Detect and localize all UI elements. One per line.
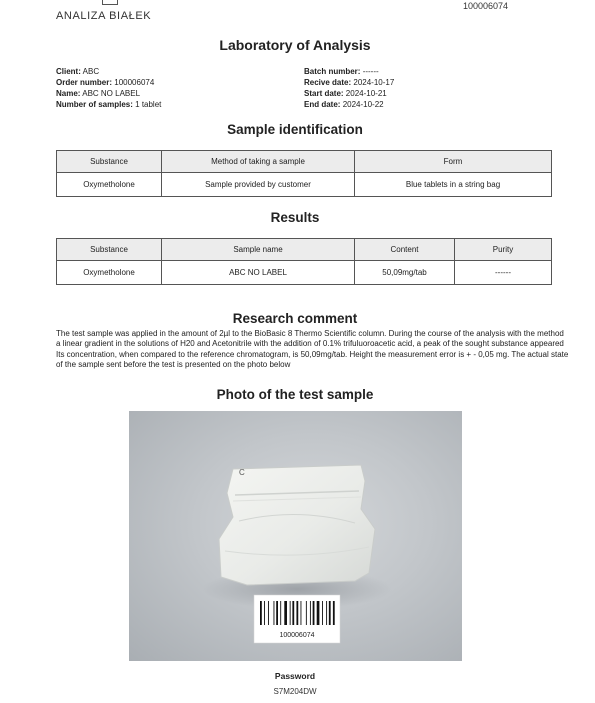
- info-label: Batch number:: [304, 67, 361, 76]
- sample-identification-table: [56, 150, 552, 197]
- info-label: Recive date:: [304, 78, 352, 87]
- barcode-bar: [301, 601, 302, 625]
- barcode-bar: [276, 601, 278, 625]
- column-header: Substance: [57, 151, 162, 173]
- barcode-bar: [310, 601, 311, 625]
- info-label: End date:: [304, 100, 341, 109]
- barcode-bar: [326, 601, 327, 625]
- sample-photo: [129, 411, 462, 661]
- info-value: ------: [362, 67, 379, 76]
- info-value: 1 tablet: [135, 100, 162, 109]
- barcode-bar: [280, 601, 281, 625]
- barcode-bar: [333, 601, 335, 625]
- info-label: Order number:: [56, 78, 113, 87]
- table-cell: ------: [455, 261, 552, 285]
- info-left: [56, 66, 161, 110]
- info-batch-number: [304, 66, 394, 77]
- brand-logo-mark: [102, 0, 118, 5]
- table-header-row: [57, 151, 552, 173]
- brand-name: ANALIZA BIAŁEK: [56, 10, 152, 22]
- column-header: Content: [355, 239, 455, 261]
- table-cell: Sample provided by customer: [162, 173, 355, 197]
- barcode-bar: [268, 601, 269, 625]
- table-cell: Blue tablets in a string bag: [355, 173, 552, 197]
- bag-mark-text: C: [239, 468, 245, 477]
- table-cell: Oxymetholone: [57, 173, 162, 197]
- info-start-date: [304, 88, 394, 99]
- info-right: [304, 66, 394, 110]
- info-end-date: [304, 99, 394, 110]
- barcode-bar: [329, 601, 331, 625]
- info-value: 2024-10-22: [342, 100, 384, 109]
- info-label: Number of samples:: [56, 100, 133, 109]
- info-number-of-samples: [56, 99, 161, 110]
- barcode-bar: [306, 601, 307, 625]
- barcode-bar: [317, 601, 320, 625]
- info-receive-date: [304, 77, 394, 88]
- info-value: ABC NO LABEL: [82, 89, 141, 98]
- column-header: Sample name: [162, 239, 355, 261]
- info-name: [56, 88, 161, 99]
- results-table: [56, 238, 552, 285]
- barcode-bar: [292, 601, 294, 625]
- info-label: Client:: [56, 67, 81, 76]
- sample-identification-heading: Sample identification: [227, 122, 363, 137]
- header-order-number: 100006074: [463, 1, 509, 11]
- info-value: ABC: [82, 67, 100, 76]
- password-value: S7M204DW: [273, 687, 317, 696]
- info-value: 2024-10-17: [353, 78, 395, 87]
- results-heading: Results: [270, 210, 320, 225]
- table-row: [57, 173, 552, 197]
- table-cell: ABC NO LABEL: [162, 261, 355, 285]
- barcode-bar: [313, 601, 315, 625]
- research-comment-text: The test sample was applied in the amount of 2µl to the BioBasic 8 Thermo Scientific column. During the course of the analysis with the method a linear gradient in the solutions of H20 and Acetonitrile with the addition of 0.1% trifuluoroacetic acid, a peak of the sought substance appeared Its concentration, when compared to the reference chromatogram, is 50,09mg/tab. Height the measurement error is + - 0,05 mg. The actual state of the sample sent before the test is presented on the photo below: [56, 329, 569, 370]
- info-value: 100006074: [114, 78, 155, 87]
- password-label: Password: [274, 671, 316, 681]
- photo-heading: Photo of the test sample: [216, 387, 374, 402]
- barcode-bar: [264, 601, 265, 625]
- table-header-row: [57, 239, 552, 261]
- barcode-bar: [296, 601, 298, 625]
- page-title: Laboratory of Analysis: [219, 37, 371, 53]
- barcode-bar: [260, 601, 262, 625]
- info-order-number: [56, 77, 161, 88]
- table-row: [57, 261, 552, 285]
- column-header: Purity: [455, 239, 552, 261]
- column-header: Method of taking a sample: [162, 151, 355, 173]
- info-label: Name:: [56, 89, 81, 98]
- barcode-bar: [274, 601, 275, 625]
- column-header: Form: [355, 151, 552, 173]
- barcode-bar: [290, 601, 291, 625]
- info-label: Start date:: [304, 89, 344, 98]
- barcode-number: 100006074: [279, 632, 315, 639]
- info-client: [56, 66, 161, 77]
- research-comment-heading: Research comment: [232, 311, 358, 326]
- info-value: 2024-10-21: [345, 89, 387, 98]
- table-cell: Oxymetholone: [57, 261, 162, 285]
- barcode-bar: [322, 601, 323, 625]
- table-cell: 50,09mg/tab: [355, 261, 455, 285]
- sample-bag-illustration: [129, 411, 462, 661]
- column-header: Substance: [57, 239, 162, 261]
- barcode-bar: [284, 601, 287, 625]
